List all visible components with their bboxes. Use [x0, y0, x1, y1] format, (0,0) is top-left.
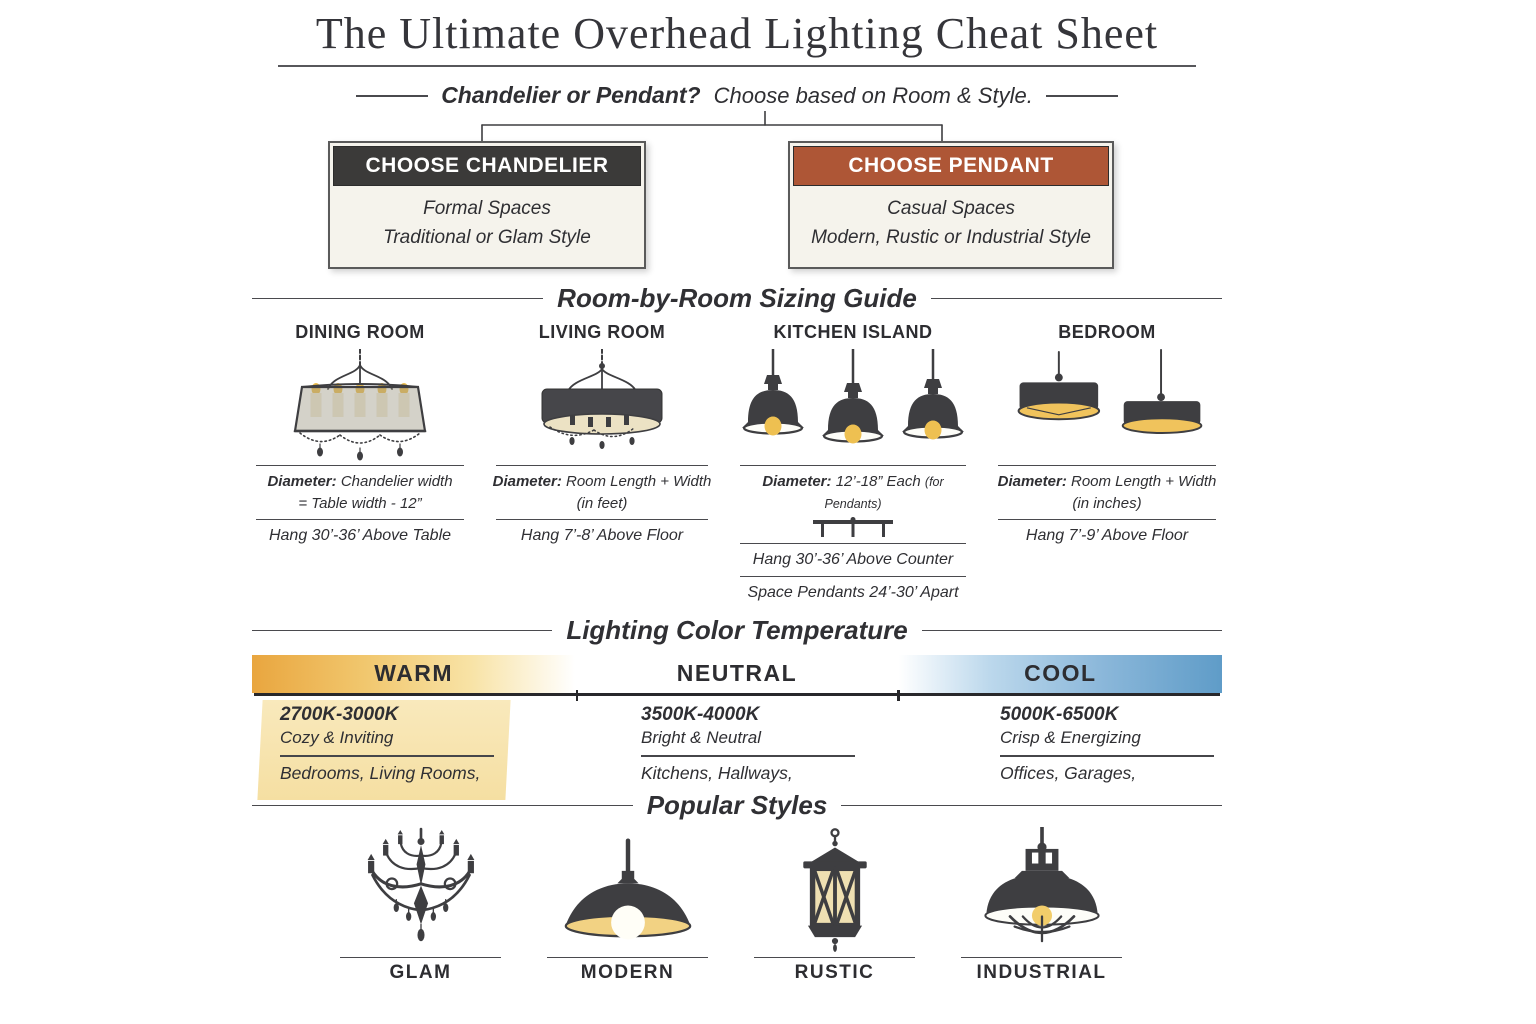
double-drum-pendant-icon: [994, 347, 1220, 461]
sizing-guide-heading: [252, 283, 1222, 314]
living-room-label: LIVING ROOM: [538, 322, 666, 343]
industrial-divider: [961, 957, 1122, 958]
kitchen-divider-1: [740, 465, 966, 466]
chandelier-line1: Formal Spaces: [423, 198, 551, 220]
dining-divider-1: [256, 465, 464, 466]
dining-room-label: DINING ROOM: [295, 322, 425, 343]
modern-style: [545, 825, 710, 984]
bedroom-diameter: Diameter: Room Length + Width (in inches): [994, 471, 1220, 515]
subtitle-right-line: [1046, 95, 1118, 97]
rustic-style: [752, 825, 917, 984]
cool-feel: Crisp & Energizing: [1000, 727, 1141, 747]
rustic-divider: [754, 957, 915, 958]
heading-right-line: [841, 805, 1222, 806]
scale-tick-1: [576, 690, 579, 701]
choose-pendant-body: [793, 186, 1109, 264]
popular-styles-row: [338, 825, 1222, 984]
living-room-column: [492, 322, 712, 605]
subtitle-left-line: [356, 95, 428, 97]
rustic-label: RUSTIC: [794, 961, 875, 983]
bedroom-divider-1: [998, 465, 1216, 466]
living-divider-2: [496, 519, 708, 520]
modern-label: MODERN: [580, 961, 675, 983]
bedroom-label: BEDROOM: [1058, 322, 1156, 343]
glam-chandelier-icon: [338, 825, 503, 953]
industrial-cage-pendant-icon: [959, 825, 1124, 953]
page-title: The Ultimate Overhead Lighting Cheat Sheet: [315, 9, 1159, 58]
living-hang-height: Hang 7’-8’ Above Floor: [520, 526, 684, 544]
cool-zone: [899, 655, 1222, 693]
heading-left-line: [252, 805, 633, 806]
temperature-title: Lighting Color Temperature: [566, 614, 908, 645]
neutral-feel: Bright & Neutral: [641, 727, 761, 747]
drum-chandelier-icon: [252, 347, 468, 461]
kitchen-diameter-note: (for Pendants): [824, 475, 944, 512]
glam-label: GLAM: [389, 961, 452, 983]
bedroom-divider-2: [998, 519, 1216, 520]
industrial-style: [959, 825, 1124, 984]
choose-chandelier-header: CHOOSE CHANDELIER: [333, 146, 641, 186]
glam-style: [338, 825, 503, 984]
bedroom-column: [994, 322, 1220, 605]
warm-zone: [252, 655, 575, 693]
pendant-line1: Casual Spaces: [887, 198, 1015, 220]
heading-right-line: [931, 298, 1222, 299]
choose-pendant-header: CHOOSE PENDANT: [793, 146, 1109, 186]
sizing-guide-title: Room-by-Room Sizing Guide: [557, 283, 917, 314]
decision-question: Chandelier or Pendant?: [441, 82, 701, 109]
decision-subtitle: [252, 82, 1222, 109]
decision-boxes: [252, 141, 1222, 269]
neutral-kelvin-range: 3500K-4000K: [641, 703, 760, 725]
warm-feel: Cozy & Inviting: [280, 727, 394, 747]
neutral-zone: [575, 655, 898, 693]
warm-rooms: Bedrooms, Living Rooms,: [280, 762, 481, 783]
rustic-lantern-icon: [752, 825, 917, 953]
temperature-details: [252, 704, 1222, 784]
warm-kelvin-range: 2700K-3000K: [280, 703, 399, 725]
living-divider-1: [496, 465, 708, 466]
kitchen-divider-2: [740, 543, 966, 544]
dining-room-column: [252, 322, 468, 605]
modern-pendant-icon: [545, 825, 710, 953]
sizing-guide-columns: [252, 322, 1222, 605]
choose-chandelier-body: [333, 186, 641, 264]
kitchen-island-column: [736, 322, 970, 605]
choose-chandelier-box: [328, 141, 646, 269]
living-diameter: Diameter: Room Length + Width (in feet): [492, 471, 712, 515]
decision-tagline: Choose based on Room & Style.: [713, 82, 1033, 108]
warm-details: [252, 704, 575, 784]
cool-label: COOL: [1024, 660, 1097, 687]
kitchen-hang-height: Hang 30’-36’ Above Counter: [752, 550, 954, 568]
choose-pendant-box: [788, 141, 1114, 269]
neutral-details: [575, 704, 898, 784]
triple-pendant-icon: [736, 347, 970, 461]
warm-divider: [280, 755, 494, 757]
bedroom-diameter-line2: (in inches): [1072, 495, 1142, 513]
living-diameter-line2: (in feet): [576, 495, 628, 513]
cool-rooms: Offices, Garages,: [1000, 762, 1137, 783]
heading-left-line: [252, 630, 552, 631]
modern-divider: [547, 957, 708, 958]
dining-divider-2: [256, 519, 464, 520]
heading-right-line: [922, 630, 1222, 631]
temperature-band: [252, 655, 1222, 693]
cool-details: [898, 704, 1222, 784]
chandelier-line2: Traditional or Glam Style: [383, 226, 591, 248]
popular-styles-title: Popular Styles: [646, 789, 828, 820]
dining-diameter: Diameter: Chandelier width = Table width - 12”: [252, 471, 468, 515]
scale-tick-2: [897, 690, 900, 701]
cool-kelvin-range: 5000K-6500K: [1000, 703, 1119, 725]
dining-hang-height: Hang 30’-36’ Above Table: [268, 526, 452, 544]
kitchen-island-label: KITCHEN ISLAND: [773, 322, 933, 343]
neutral-rooms: Kitchens, Hallways,: [641, 762, 793, 783]
neutral-divider: [641, 755, 855, 757]
decision-connector-lines: [252, 111, 1222, 141]
cheat-sheet: [252, 0, 1222, 984]
kitchen-divider-3: [740, 576, 966, 577]
title-underline: [278, 65, 1196, 67]
glam-divider: [340, 957, 501, 958]
kitchen-diameter: Diameter: 12’-18” Each (for Pendants): [762, 473, 944, 512]
kitchen-spacing-note: Space Pendants 24’-30’ Apart: [747, 583, 959, 601]
warm-label: WARM: [374, 660, 454, 687]
counter-icon: [736, 517, 970, 539]
temperature-heading: [252, 615, 1222, 646]
industrial-label: INDUSTRIAL: [976, 961, 1107, 983]
drum-shade-chandelier-icon: [492, 347, 712, 461]
heading-left-line: [252, 298, 543, 299]
bedroom-hang-height: Hang 7’-9’ Above Floor: [1025, 526, 1189, 544]
dining-diameter-line2: = Table width - 12”: [298, 495, 422, 513]
pendant-line2: Modern, Rustic or Industrial Style: [811, 226, 1091, 248]
temperature-scale-line: [254, 693, 1220, 696]
neutral-label: NEUTRAL: [676, 660, 798, 687]
cool-divider: [1000, 755, 1214, 757]
